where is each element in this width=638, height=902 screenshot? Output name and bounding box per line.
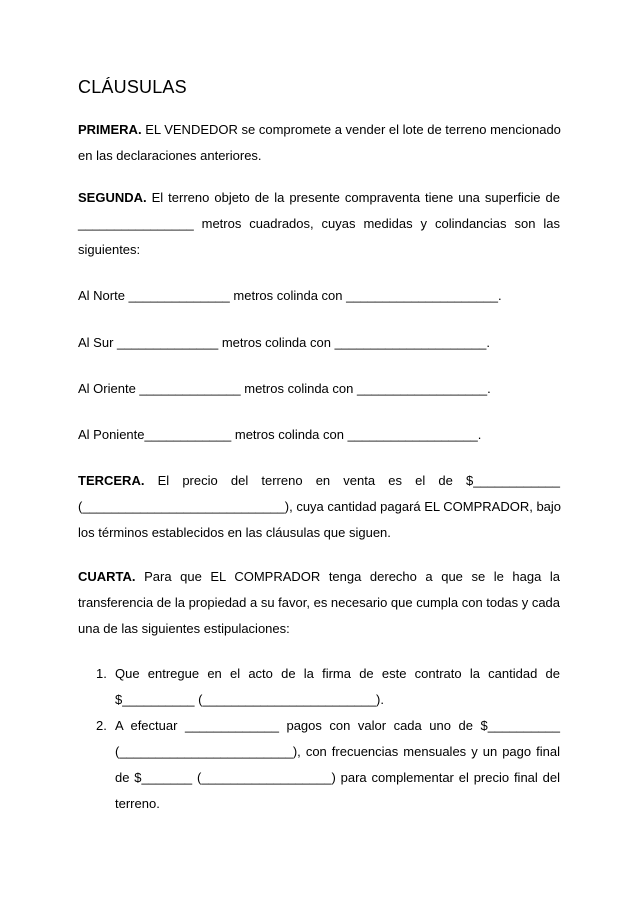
stipulation-item	[78, 661, 560, 713]
clause-segunda-text-1: El terreno objeto de la presente compraventa tiene una superficie de	[151, 190, 560, 205]
section-title: CLÁUSULAS	[78, 77, 187, 97]
clause-tercera	[78, 468, 560, 546]
boundary-sur: Al Sur ______________ metros colinda con _____________________.	[78, 335, 491, 350]
clause-tercera-text-2: (____________________________), cuya cantidad pagará EL COMPRADOR, bajo	[78, 499, 562, 514]
clause-cuarta-text-3: una de las siguientes estipulaciones:	[78, 621, 290, 636]
clause-cuarta-text-2: transferencia de la propiedad a su favor, es necesario que cumpla con todas y cada	[78, 595, 561, 610]
clause-segunda-line-1	[78, 185, 560, 211]
clause-tercera-label: TERCERA.	[78, 473, 145, 488]
clause-tercera-text-3: los términos establecidos en las cláusulas que siguen.	[78, 525, 391, 540]
stipulation-text-line: $__________ (________________________).	[115, 692, 384, 707]
clause-cuarta	[78, 564, 560, 642]
clause-segunda-text-2: ________________ metros cuadrados, cuyas medidas y colindancias son las	[78, 216, 560, 231]
stipulation-text-line: de $_______ (__________________) para complementar el precio final del	[115, 770, 560, 785]
boundary-norte: Al Norte ______________ metros colinda con _____________________.	[78, 288, 502, 303]
stipulation-number: 1.	[96, 666, 107, 681]
clause-primera-text-2: en las declaraciones anteriores.	[78, 148, 262, 163]
clause-tercera-line-1	[78, 468, 560, 494]
clause-primera-label: PRIMERA.	[78, 122, 142, 137]
stipulation-text-line: A efectuar _____________ pagos con valor cada uno de $__________	[115, 718, 560, 733]
stipulation-list	[78, 661, 560, 817]
clause-segunda-label: SEGUNDA.	[78, 190, 147, 205]
clause-cuarta-label: CUARTA.	[78, 569, 136, 584]
clause-cuarta-line-1	[78, 564, 560, 590]
clause-segunda-text-3: siguientes:	[78, 242, 141, 257]
clause-primera-line-1	[78, 117, 560, 143]
boundary-oriente: Al Oriente ______________ metros colinda con __________________.	[78, 381, 491, 396]
stipulation-item	[78, 713, 560, 817]
stipulation-number: 2.	[96, 718, 107, 733]
stipulation-text-line: Que entregue en el acto de la firma de este contrato la cantidad de	[115, 666, 560, 681]
stipulation-text-line: (________________________), con frecuencias mensuales y un pago final	[115, 744, 560, 759]
clause-cuarta-text-1: Para que EL COMPRADOR tenga derecho a que se le haga la	[144, 569, 560, 584]
clause-primera-text-1: EL VENDEDOR se compromete a vender el lote de terreno mencionado	[145, 122, 561, 137]
stipulation-text-line: terreno.	[115, 796, 160, 811]
boundary-poniente: Al Poniente____________ metros colinda con __________________.	[78, 427, 482, 442]
clause-tercera-text-1: El precio del terreno en venta es el de $____________	[157, 473, 560, 488]
clause-primera	[78, 117, 560, 169]
clause-segunda	[78, 185, 560, 263]
